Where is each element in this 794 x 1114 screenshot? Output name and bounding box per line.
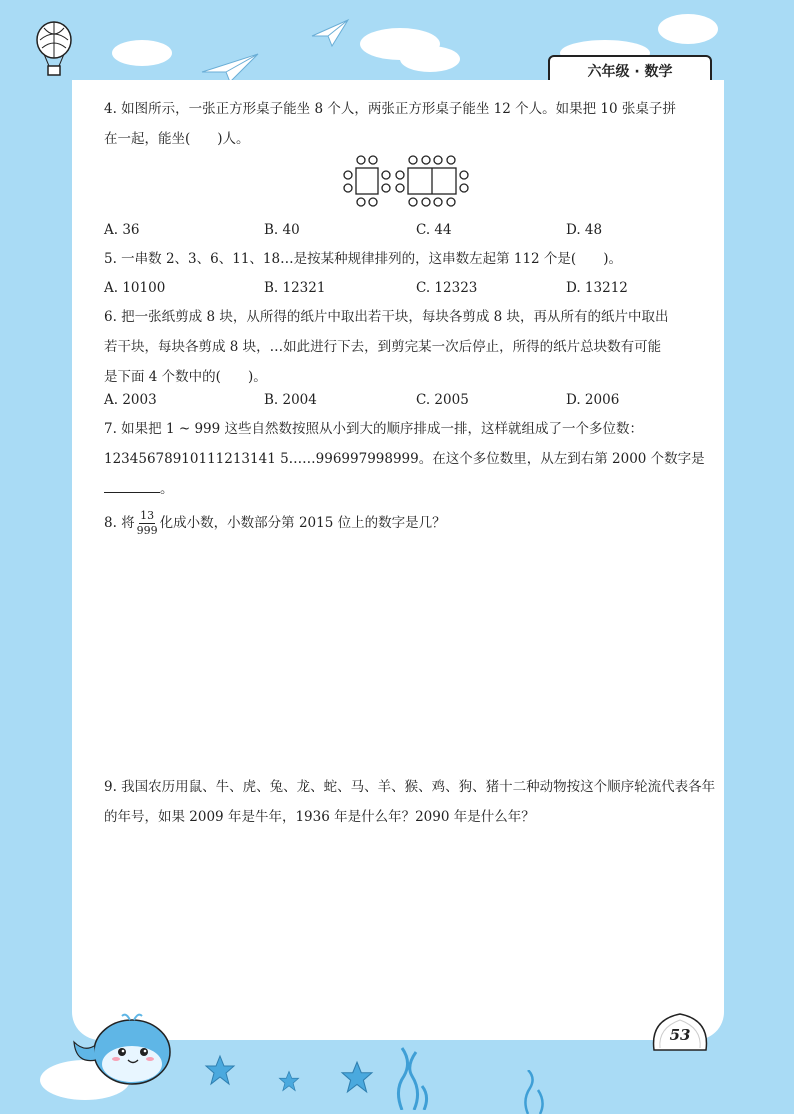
question-7-line1: 7. 如果把 1 ~ 999 这些自然数按照从小到大的顺序排成一排，这样就组成了一个多位数：: [104, 421, 644, 437]
question-8-prefix: 8. 将: [104, 515, 135, 531]
question-6-line2: 若干块，每块各剪成 8 块，…如此进行下去，到剪完某一次后停止，所得的纸片总块数有可能: [104, 339, 662, 355]
question-6: [104, 302, 716, 392]
table-seating-diagram: [340, 152, 470, 212]
question-6-line1: 6. 把一张纸剪成 8 块，从所得的纸片中取出若干块，每块各剪成 8 块，再从所有的纸片中取出: [104, 309, 669, 325]
option-a[interactable]: A. 10100: [104, 280, 166, 296]
question-4-line1: 4. 如图所示，一张正方形桌子能坐 8 个人，两张正方形桌子能坐 12 个人。如果把 10 张桌子拼: [104, 101, 676, 117]
fraction-numerator: 13: [140, 509, 155, 522]
question-6-line3: 是下面 4 个数中的( )。: [104, 369, 267, 385]
option-b[interactable]: B. 2004: [264, 392, 317, 408]
question-7: [104, 414, 716, 504]
fraction: [137, 509, 158, 538]
option-d[interactable]: D. 13212: [566, 280, 628, 296]
question-4: [104, 94, 716, 154]
option-d[interactable]: D. 48: [566, 222, 603, 238]
cloud-decoration: [112, 40, 172, 66]
starfish-icon: [204, 1054, 236, 1086]
question-9: [104, 772, 716, 832]
whale-icon: [70, 1012, 180, 1102]
page-number: 53: [669, 1026, 691, 1044]
option-b[interactable]: B. 12321: [264, 280, 326, 296]
cloud-decoration: [658, 14, 718, 44]
question-5-text: 5. 一串数 2、3、6、11、18…是按某种规律排列的，这串数左起第 112 个是( )。: [104, 251, 622, 267]
fraction-denominator: 999: [136, 524, 158, 537]
option-c[interactable]: C. 44: [416, 222, 452, 238]
question-9-line2: 的年号，如果 2009 年是牛年，1936 年是什么年？2090 年是什么年？: [104, 809, 535, 825]
option-d[interactable]: D. 2006: [566, 392, 620, 408]
grade-subject-tag: 六年级 · 数学: [548, 55, 712, 87]
option-a[interactable]: A. 36: [104, 222, 140, 238]
option-c[interactable]: C. 2005: [416, 392, 469, 408]
question-7-suffix: 。: [160, 481, 174, 497]
question-5: [104, 244, 716, 274]
seaweed-icon: [392, 1046, 432, 1110]
option-a[interactable]: A. 2003: [104, 392, 157, 408]
question-7-line2: 12345678910111213141 5……996997998999。在这个多位数里，从左到右第 2000 个数字是: [104, 451, 705, 467]
paper-plane-icon: [200, 50, 260, 84]
question-9-line1: 9. 我国农历用鼠、牛、虎、兔、龙、蛇、马、羊、猴、鸡、狗、猪十二种动物按这个顺序轮流代表各年: [104, 779, 716, 795]
starfish-icon: [340, 1060, 374, 1094]
worksheet-page: [72, 80, 724, 1040]
option-b[interactable]: B. 40: [264, 222, 300, 238]
question-8: [104, 508, 716, 538]
starfish-icon: [278, 1070, 300, 1092]
option-c[interactable]: C. 12323: [416, 280, 478, 296]
cloud-decoration: [400, 46, 460, 72]
hot-air-balloon-icon: [32, 20, 76, 78]
question-8-suffix: 化成小数，小数部分第 2015 位上的数字是几？: [159, 515, 446, 531]
paper-plane-icon: [310, 18, 350, 48]
answer-blank[interactable]: [104, 478, 160, 493]
seaweed-icon: [520, 1070, 550, 1114]
question-4-line2: 在一起，能坐( )人。: [104, 131, 250, 147]
